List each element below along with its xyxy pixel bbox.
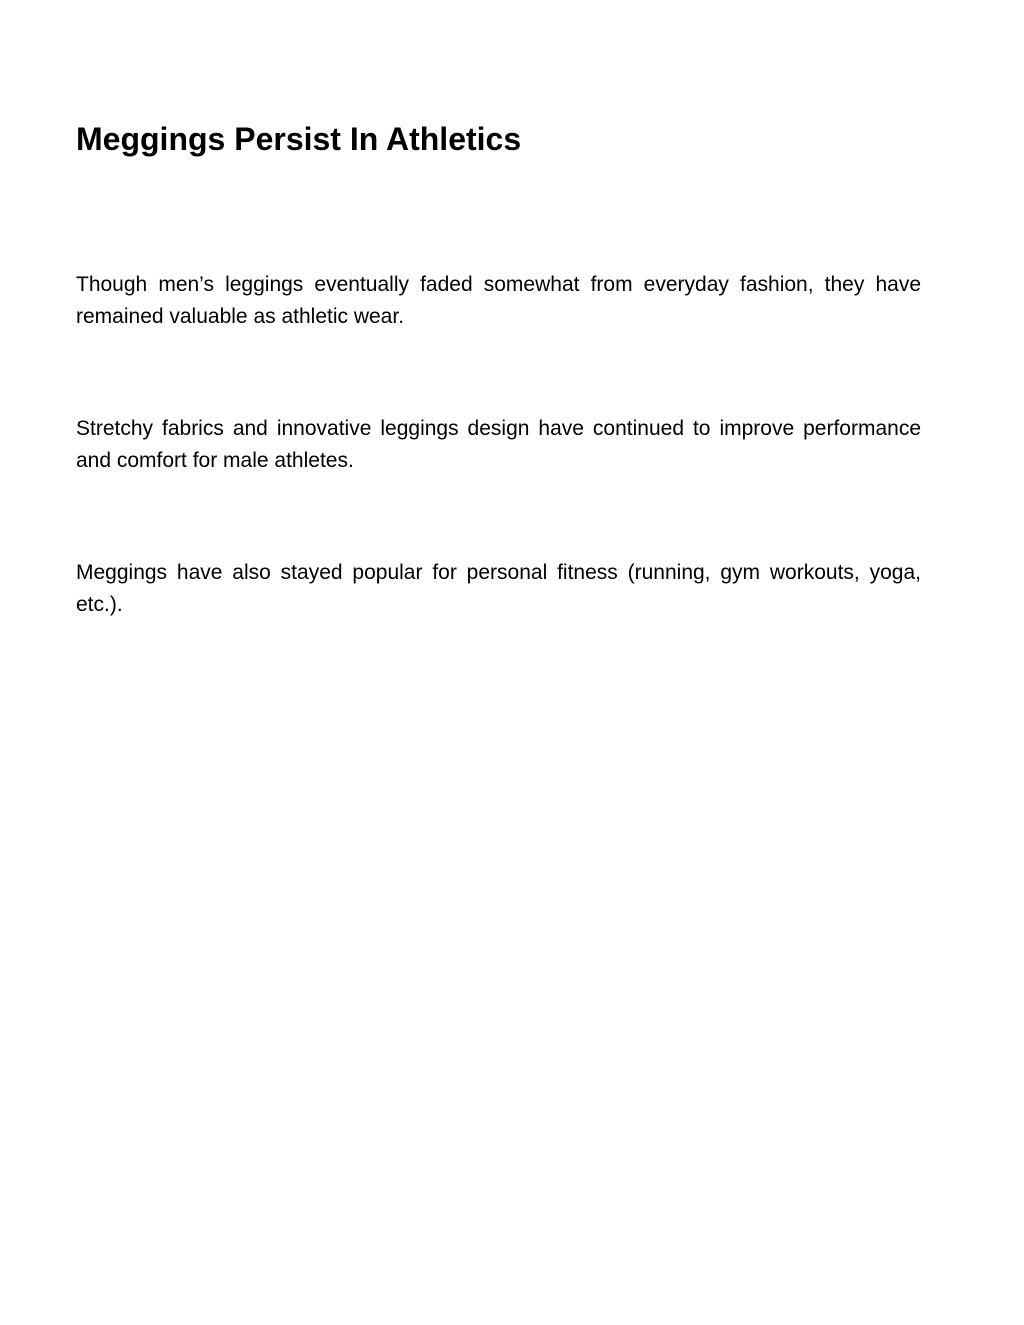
paragraph-fabrics-design: Stretchy fabrics and innovative leggings design have continued to improve performance and comfort for male athletes. bbox=[76, 417, 921, 472]
page-title: Meggings Persist In Athletics bbox=[76, 121, 522, 157]
paragraph-personal-fitness: Meggings have also stayed popular for personal fitness (running, gym workouts, yoga, etc.). bbox=[76, 561, 921, 616]
paragraph-athletic-wear: Though men’s leggings eventually faded somewhat from everyday fashion, they have remained valuable as athletic wear. bbox=[76, 273, 921, 328]
